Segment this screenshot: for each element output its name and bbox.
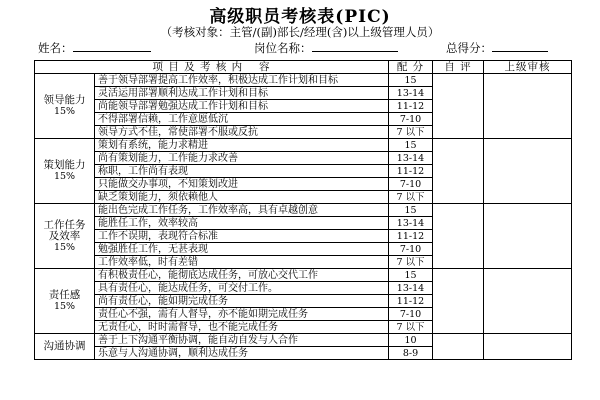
criteria-text: 尚能领导部署勉强达成工作计划和目标 [95, 100, 389, 113]
self-evaluation-cell[interactable] [433, 139, 484, 204]
criteria-text: 具有责任心，能达成任务，可交付工作。 [95, 282, 389, 295]
criteria-text: 有积极责任心，能彻底达成任务，可放心交代工作 [95, 269, 389, 282]
score-range: 11-12 [389, 230, 433, 243]
name-blank-line[interactable] [73, 40, 151, 52]
category-percent: 15% [53, 301, 76, 312]
criteria-text: 缺乏策划能力，须依赖他人 [95, 191, 389, 204]
total-score-blank-line[interactable] [492, 40, 548, 52]
criteria-text: 灵活运用部署顺利达成工作计划和目标 [95, 87, 389, 100]
category-cell [35, 139, 95, 204]
criteria-text: 乐意与人沟通协调，顺利达成任务 [95, 347, 389, 360]
supervisor-review-cell[interactable] [484, 334, 572, 360]
criteria-text: 工作效率低，时有差错 [95, 256, 389, 269]
criteria-text: 领导方式不佳，常使部署不服或反抗 [95, 126, 389, 139]
total-score-field[interactable] [446, 40, 548, 56]
criteria-text: 称职，工作尚有表现 [95, 165, 389, 178]
category-name: 策划能力 [43, 159, 86, 171]
criteria-text: 勉强胜任工作，无甚表现 [95, 243, 389, 256]
category-name: 工作任务 [43, 218, 86, 231]
criteria-text: 策划有系统，能力求精进 [95, 139, 389, 152]
position-blank-line[interactable] [312, 40, 398, 52]
score-range: 7-10 [389, 308, 433, 321]
supervisor-review-cell[interactable] [484, 139, 572, 204]
score-range: 13-14 [389, 87, 433, 100]
page-title: 高级职员考核表(PIC) [209, 7, 391, 27]
supervisor-review-cell[interactable] [484, 204, 572, 269]
score-range: 7 以下 [389, 321, 433, 334]
score-range: 7 以下 [389, 256, 433, 269]
supervisor-review-cell[interactable] [484, 269, 572, 334]
name-label: 姓名： [38, 41, 73, 55]
criteria-text: 能胜任工作，效率较高 [95, 217, 389, 230]
criteria-text: 只能做交办事项，不知策划改进 [95, 178, 389, 191]
table-row [35, 139, 572, 152]
score-range: 15 [389, 204, 433, 217]
table-header-row [35, 61, 572, 74]
category-percent: 15% [53, 171, 76, 182]
score-range: 13-14 [389, 282, 433, 295]
table-row [35, 204, 572, 217]
score-range: 8-9 [389, 347, 433, 360]
category-cell [35, 269, 95, 334]
score-range: 10 [389, 334, 433, 347]
score-range: 7 以下 [389, 191, 433, 204]
table-row [35, 74, 572, 87]
column-header-self: 自 评 [433, 61, 484, 74]
score-range: 11-12 [389, 295, 433, 308]
category-percent: 15% [53, 241, 76, 253]
criteria-text: 善于领导部署提高工作效率，积极达成工作计划和目标 [95, 74, 389, 87]
column-header-item: 项 目 及 考 核 内 容 [35, 61, 389, 74]
criteria-text: 尚有策划能力，工作能力求改善 [95, 152, 389, 165]
score-range: 13-14 [389, 152, 433, 165]
criteria-text: 无责任心，时时需督导，也不能完成任务 [95, 321, 389, 334]
category-cell [35, 74, 95, 139]
score-range: 7-10 [389, 243, 433, 256]
score-range: 15 [389, 74, 433, 87]
criteria-text: 不得部署信赖，工作意愿低沉 [95, 113, 389, 126]
score-range: 13-14 [389, 217, 433, 230]
score-range: 15 [389, 139, 433, 152]
total-score-label: 总得分： [446, 41, 492, 55]
category-name: 领导能力 [43, 94, 86, 106]
criteria-text: 尚有责任心，能如期完成任务 [95, 295, 389, 308]
supervisor-review-cell[interactable] [484, 74, 572, 139]
column-header-supervisor: 上级审核 [484, 61, 572, 74]
score-range: 11-12 [389, 165, 433, 178]
category-name: 责任感 [48, 289, 81, 301]
category-percent: 15% [53, 106, 76, 117]
score-range: 15 [389, 269, 433, 282]
score-range: 7-10 [389, 113, 433, 126]
name-field[interactable] [38, 40, 151, 56]
category-name: 及效率 [48, 229, 81, 242]
table-row [35, 334, 572, 347]
criteria-text: 善于上下沟通平衡协调，能自动自发与人合作 [95, 334, 389, 347]
self-evaluation-cell[interactable] [433, 204, 484, 269]
table-row [35, 269, 572, 282]
self-evaluation-cell[interactable] [433, 334, 484, 360]
position-label: 岗位名称： [254, 41, 312, 55]
category-cell [35, 334, 95, 360]
page-subtitle: （考核对象：主管/(副)部长/经理(含)以上级管理人员） [160, 25, 440, 39]
category-name: 沟通协调 [43, 340, 86, 352]
evaluation-table [34, 60, 572, 360]
criteria-text: 能出色完成工作任务，工作效率高，具有卓越创意 [95, 204, 389, 217]
criteria-text: 责任心不强，需有人督导，亦不能如期完成任务 [95, 308, 389, 321]
score-range: 7-10 [389, 178, 433, 191]
self-evaluation-cell[interactable] [433, 269, 484, 334]
score-range: 7 以下 [389, 126, 433, 139]
category-cell [35, 204, 95, 269]
position-field[interactable] [254, 40, 398, 56]
criteria-text: 工作不误期，表现符合标准 [95, 230, 389, 243]
score-range: 11-12 [389, 100, 433, 113]
evaluation-table-body [35, 74, 572, 360]
column-header-score: 配 分 [389, 61, 433, 74]
self-evaluation-cell[interactable] [433, 74, 484, 139]
